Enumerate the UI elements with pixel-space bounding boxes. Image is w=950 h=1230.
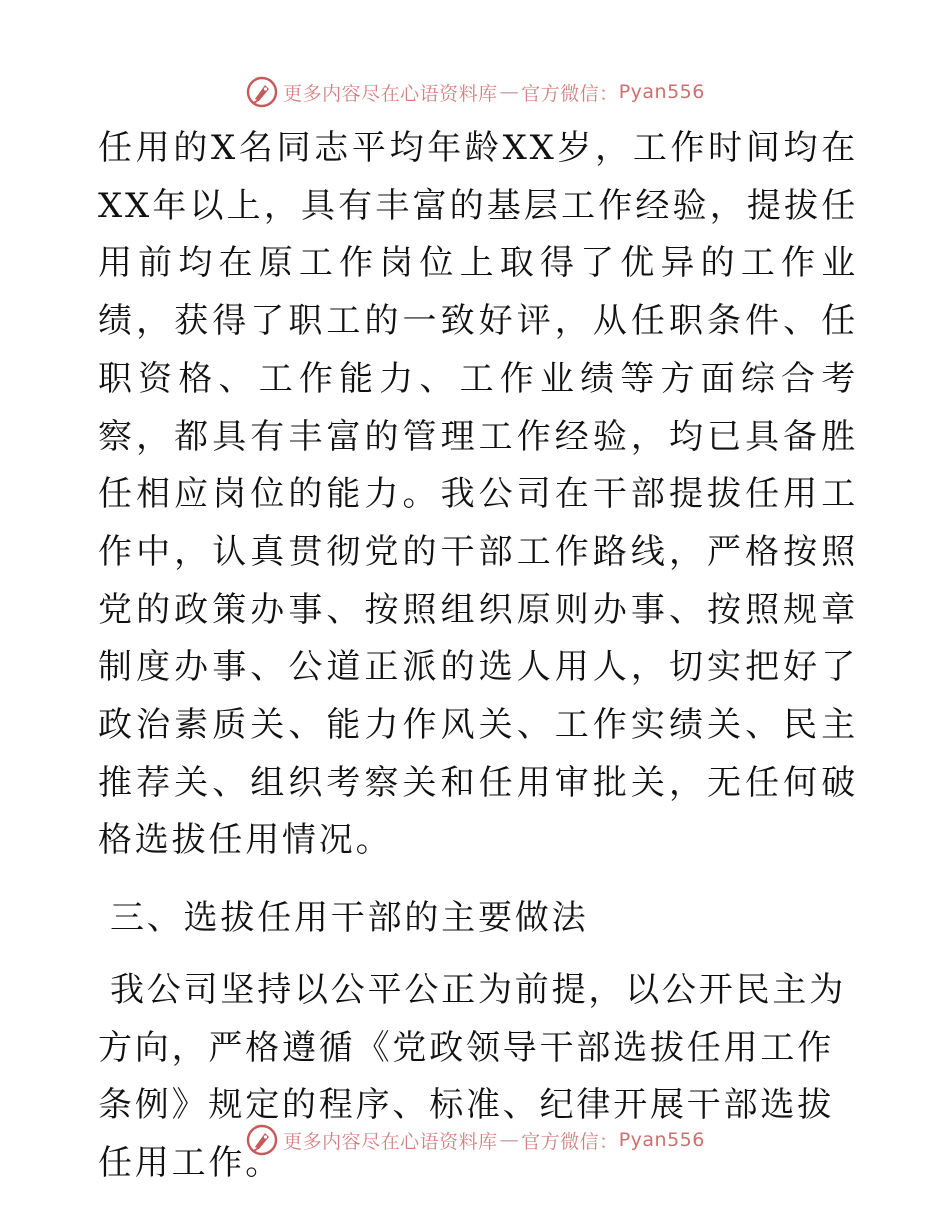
watermark-separator: — (499, 81, 520, 103)
pen-nib-logo-icon (245, 75, 279, 109)
watermark-id: Pyan556 (618, 81, 705, 103)
watermark-contact: 官方微信： (521, 82, 619, 105)
paragraph-1: 任用的X名同志平均年龄XX岁，工作时间均在XX年以上，具有丰富的基层工作经验，提拔任用前均在原工作岗位上取得了优异的工作业绩，获得了职工的一致好评，从任职条件、任职资格、工作能力、工作业绩等方面综合考察，都具有丰富的管理工作经验，均已具备胜任相应岗位的能力。我公司在干部提拔任用工作中，认真贯彻党的干部工作路线，严格按照党的政策办事、按照组织原则办事、按照规章制度办事、公道正派的选人用人，切实把好了政治素质关、能力作风关、工作实绩关、民主推荐关、组织考察关和任用审批关，无任何破格选拔任用情况。 (98, 128, 858, 861)
watermark-footer (0, 1120, 950, 1160)
paragraph-2: 我公司坚持以公平公正为前提，以公开民主为方向，严格遵循《党政领导干部选拔任用工作条例》规定的程序、标准、纪律开展干部选拔任用工作。 (98, 969, 846, 1183)
watermark-separator: — (499, 1129, 520, 1151)
watermark-text: 更多内容尽在心语资料库 (283, 82, 498, 105)
pen-nib-logo-icon (245, 1123, 279, 1157)
document-body (98, 120, 858, 1193)
watermark-text: 更多内容尽在心语资料库 (283, 1130, 498, 1153)
watermark-header (0, 72, 950, 112)
watermark-id: Pyan556 (618, 1129, 705, 1151)
watermark-contact: 官方微信： (521, 1130, 619, 1153)
section-heading-3: 三、选拔任用干部的主要做法 (110, 898, 589, 939)
